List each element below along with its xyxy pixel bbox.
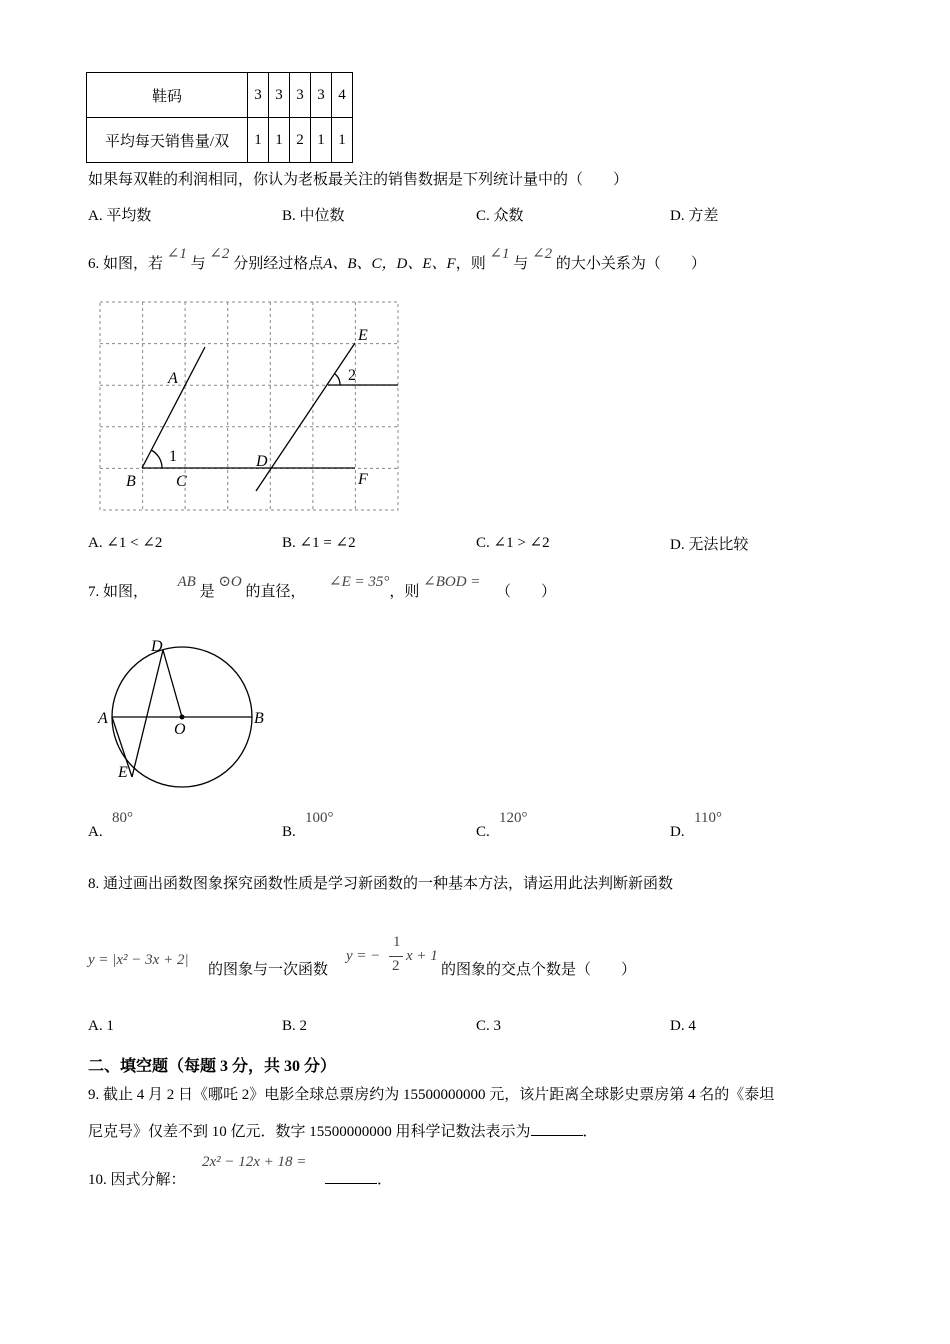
q6-suffix: 的大小关系为（ ） — [555, 256, 706, 272]
q7-paren: （ ） — [495, 584, 556, 600]
label-f: F — [358, 471, 368, 488]
table-cell: 4 — [332, 73, 353, 118]
label-a: A — [98, 710, 108, 727]
q7-condition: ∠E = 35° — [329, 574, 390, 590]
table-cell: 3 — [290, 73, 311, 118]
q6-then: ，则 — [455, 256, 486, 272]
q6-option-c: C. ∠1 > ∠2 — [476, 535, 550, 551]
circle-figure — [96, 634, 276, 794]
segment-de — [132, 650, 163, 777]
label-b: B — [254, 710, 264, 727]
q7-option-a-letter: A. — [88, 824, 103, 840]
q8-mid: 的图象与一次函数 — [208, 962, 329, 978]
segment-do — [163, 650, 182, 717]
q6-angle2: ∠2 — [209, 246, 230, 262]
q7-circle: ⊙O — [218, 574, 242, 590]
label-b: B — [126, 473, 136, 490]
table-cell: 1 — [311, 118, 332, 163]
q6-angle1b: ∠1 — [489, 246, 510, 262]
q5-option-b: B. 中位数 — [282, 208, 345, 224]
q6-option-b: B. ∠1 = ∠2 — [282, 535, 356, 551]
q7-option-c-letter: C. — [476, 824, 490, 840]
q9-line2-text: 尼克号》仅差不到 10 亿元．数字 15500000000 用科学记数法表示为 — [88, 1124, 531, 1140]
q6-conj1: 与 — [190, 256, 206, 272]
q8-line1: 8. 通过画出函数图象探究函数性质是学习新函数的一种基本方法，请运用此法判断新函数 — [88, 876, 674, 892]
label-e: E — [118, 764, 128, 781]
q6-prefix: 6. 如图，若 — [88, 256, 164, 272]
table-row — [87, 118, 353, 163]
table-cell: 1 — [248, 118, 269, 163]
q6-conj2: 与 — [513, 256, 529, 272]
q7-option-b-letter: B. — [282, 824, 296, 840]
q8-function-abs: y = |x² − 3x + 2| — [88, 952, 189, 968]
q8-linear-lhs: y = − — [346, 948, 381, 964]
answer-blank — [325, 1183, 377, 1184]
q8-option-a: A. 1 — [88, 1018, 114, 1034]
label-angle-2: 2 — [348, 367, 356, 384]
label-a: A — [168, 370, 178, 387]
q7-question — [88, 574, 556, 601]
q5-option-d: D. 方差 — [670, 208, 719, 224]
q9-line2 — [88, 1120, 598, 1141]
label-d: D — [256, 453, 268, 470]
q7-is: 是 — [199, 584, 215, 600]
q6-option-a: A. ∠1 < ∠2 — [88, 535, 163, 551]
answer-blank — [531, 1135, 583, 1136]
angle-2-arc — [335, 374, 340, 385]
label-angle-1: 1 — [169, 448, 177, 465]
q9-line2-end: ． — [582, 1124, 598, 1140]
q10-prefix: 10. 因式分解： — [88, 1172, 186, 1188]
fraction-bar — [389, 956, 403, 957]
q5-option-a: A. 平均数 — [88, 208, 152, 224]
section-title: 二、填空题（每题 3 分，共 30 分） — [88, 1058, 337, 1075]
q7-prefix: 7. 如图， — [88, 584, 149, 600]
table-cell: 3 — [311, 73, 332, 118]
q7-ask: ∠BOD = — [423, 574, 481, 590]
angle-1-arc — [151, 450, 162, 468]
q7-option-c-value: 120° — [499, 810, 528, 826]
q10-end: ． — [377, 1172, 393, 1188]
table-cell: 1 — [332, 118, 353, 163]
q8-linear-rhs: x + 1 — [406, 948, 438, 964]
q7-option-d-letter: D. — [670, 824, 685, 840]
table-cell: 3 — [248, 73, 269, 118]
label-d: D — [151, 638, 163, 655]
q7-option-d-value: 110° — [694, 810, 722, 826]
center-point — [180, 715, 185, 720]
q6-points: A、B、C，D、E、F — [323, 256, 456, 272]
label-c: C — [176, 473, 187, 490]
q8-end: 的图象的交点个数是（ ） — [441, 962, 637, 978]
table-cell: 3 — [269, 73, 290, 118]
q9-line1: 9. 截止 4 月 2 日《哪吒 2》电影全球总票房约为 15500000000 元，该片距离全球影史票房第 4 名的《泰坦 — [88, 1087, 775, 1103]
q10-expression: 2x² − 12x + 18 = — [202, 1154, 307, 1170]
q6-angle2b: ∠2 — [532, 246, 553, 262]
q7-option-a-value: 80° — [112, 810, 133, 826]
q6-question — [88, 246, 706, 273]
q8-option-c: C. 3 — [476, 1018, 502, 1034]
q7-ab: AB — [177, 574, 196, 590]
q10-answer — [325, 1168, 392, 1189]
q8-option-b: B. 2 — [282, 1018, 308, 1034]
shoe-sales-table — [86, 72, 353, 163]
q5-option-c: C. 众数 — [476, 208, 524, 224]
grid-angle-figure — [96, 298, 406, 516]
table-cell: 1 — [269, 118, 290, 163]
q7-diam: 的直径， — [245, 584, 306, 600]
table-row — [87, 73, 353, 118]
label-e: E — [358, 327, 368, 344]
q6-middle: 分别经过格点 — [233, 256, 324, 272]
q7-option-b-value: 100° — [305, 810, 334, 826]
label-o: O — [174, 721, 186, 738]
q8-linear-den: 2 — [392, 958, 400, 974]
q8-linear-num: 1 — [393, 934, 401, 950]
q5-question: 如果每双鞋的利润相同，你认为老板最关注的销售数据是下列统计量中的（ ） — [88, 172, 629, 188]
q7-then: ，则 — [389, 584, 420, 600]
table-header-daily-sales: 平均每天销售量/双 — [87, 118, 248, 163]
table-cell: 2 — [290, 118, 311, 163]
q6-option-d: D. 无法比较 — [670, 537, 749, 553]
q8-option-d: D. 4 — [670, 1018, 696, 1034]
table-header-shoe-size: 鞋码 — [87, 73, 248, 118]
q6-angle1: ∠1 — [166, 246, 187, 262]
